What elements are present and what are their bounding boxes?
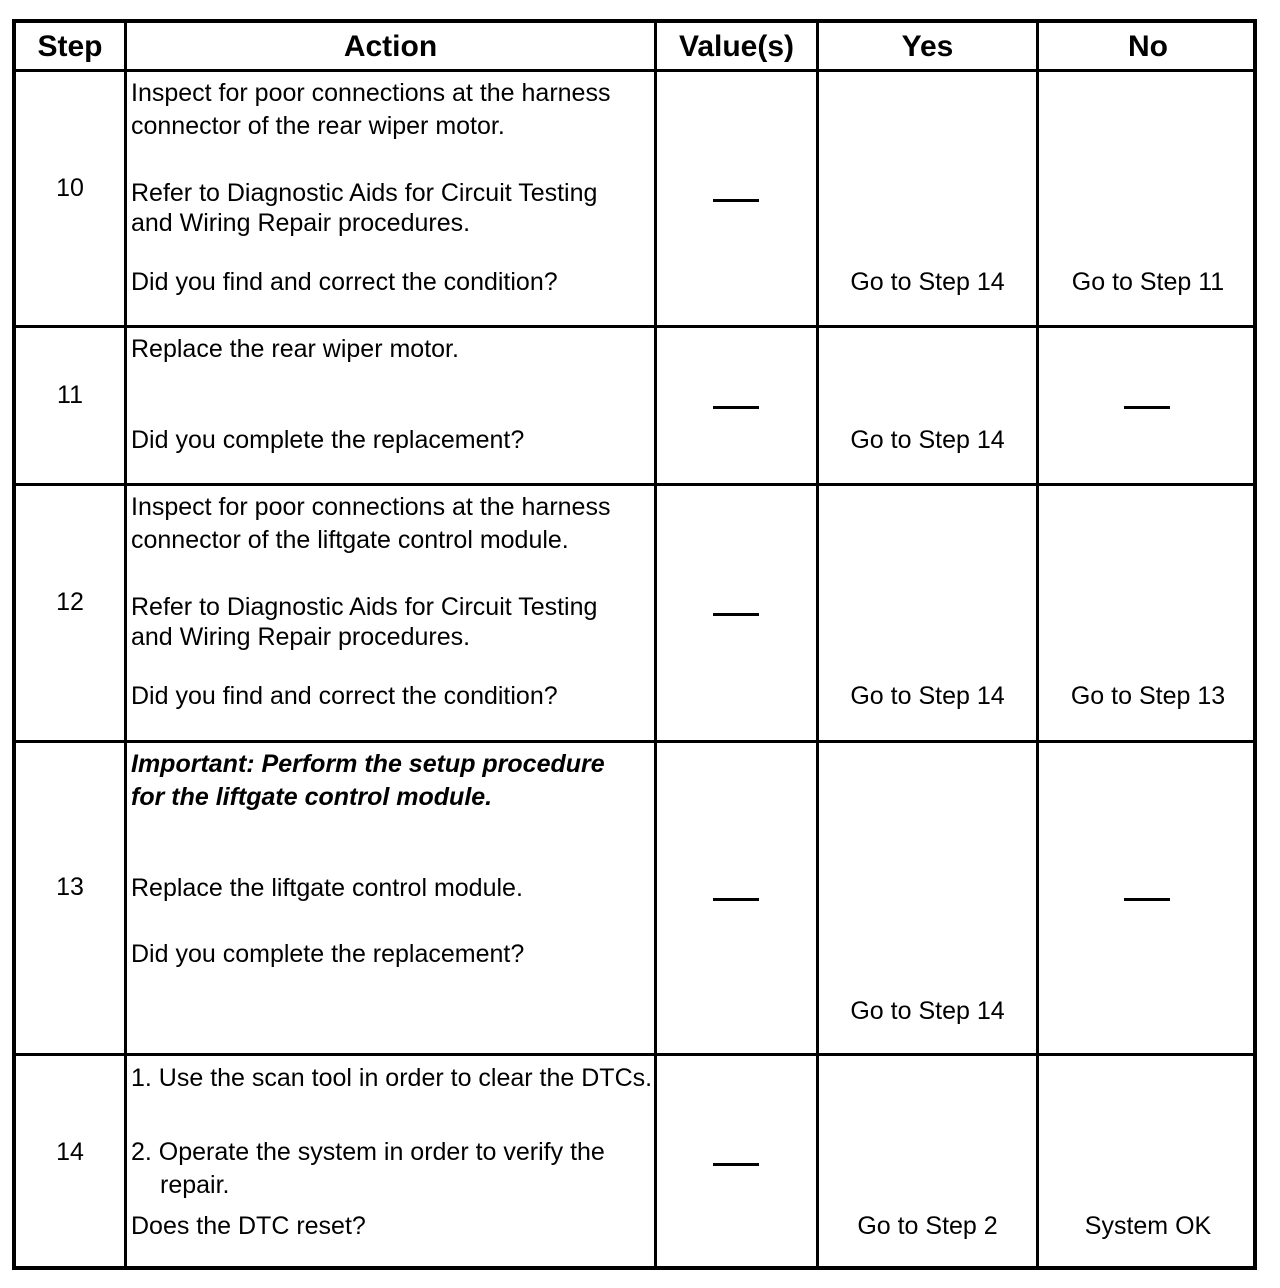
step-number: 14 [56, 1138, 84, 1166]
step-number: 13 [56, 873, 84, 901]
no-action: System OK [1084, 1212, 1212, 1240]
action-text: Inspect for poor connections at the harness connector of the liftgate control module. [131, 493, 611, 554]
empty-no-dash [1124, 406, 1170, 409]
header-yes: Yes [901, 30, 954, 63]
row-divider [16, 1053, 1253, 1056]
step-number: 11 [57, 381, 83, 409]
action-text: Replace the liftgate control module. [131, 874, 523, 902]
column-divider [1036, 23, 1039, 1266]
action-text: Refer to Diagnostic Aids for Circuit Testing and Wiring Repair procedures. [131, 593, 598, 651]
action-text: Refer to Diagnostic Aids for Circuit Testing and Wiring Repair procedures. [131, 179, 598, 237]
step-number: 10 [56, 174, 84, 202]
question-text: Does the DTC reset? [131, 1212, 366, 1240]
empty-value-dash [713, 199, 759, 202]
question-text: Did you complete the replacement? [131, 940, 525, 968]
row-divider [16, 740, 1253, 743]
yes-action: Go to Step 14 [850, 426, 1005, 454]
action-text: Inspect for poor connections at the harness connector of the rear wiper motor. [131, 79, 611, 140]
yes-action: Go to Step 14 [850, 268, 1005, 296]
important-note: Important: Perform the setup procedure for the liftgate control module. [131, 750, 605, 811]
empty-value-dash [713, 1163, 759, 1166]
empty-value-dash [713, 898, 759, 901]
no-action: Go to Step 11 [1071, 268, 1225, 296]
step-number: 12 [56, 588, 84, 616]
header-values: Value(s) [678, 30, 795, 63]
column-divider [124, 23, 127, 1266]
yes-action: Go to Step 14 [850, 997, 1005, 1025]
yes-action: Go to Step 14 [850, 682, 1005, 710]
question-text: Did you find and correct the condition? [131, 268, 558, 296]
header-action: Action [343, 30, 438, 63]
row-divider [16, 325, 1253, 328]
no-action: Go to Step 13 [1070, 682, 1226, 710]
column-divider [816, 23, 819, 1266]
yes-action: Go to Step 2 [857, 1212, 998, 1240]
header-no: No [1128, 30, 1168, 63]
empty-value-dash [713, 613, 759, 616]
question-text: Did you complete the replacement? [131, 426, 525, 454]
question-text: Did you find and correct the condition? [131, 682, 558, 710]
header-step: Step [37, 30, 103, 63]
diagnostic-table [12, 19, 1257, 1270]
action-text: Replace the rear wiper motor. [131, 335, 459, 363]
row-divider [16, 483, 1253, 486]
empty-value-dash [713, 406, 759, 409]
list-item: 1. Use the scan tool in order to clear the DTCs. [131, 1064, 653, 1092]
list-item: 2. Operate the system in order to verify the repair. [131, 1138, 605, 1199]
empty-no-dash [1124, 898, 1170, 901]
